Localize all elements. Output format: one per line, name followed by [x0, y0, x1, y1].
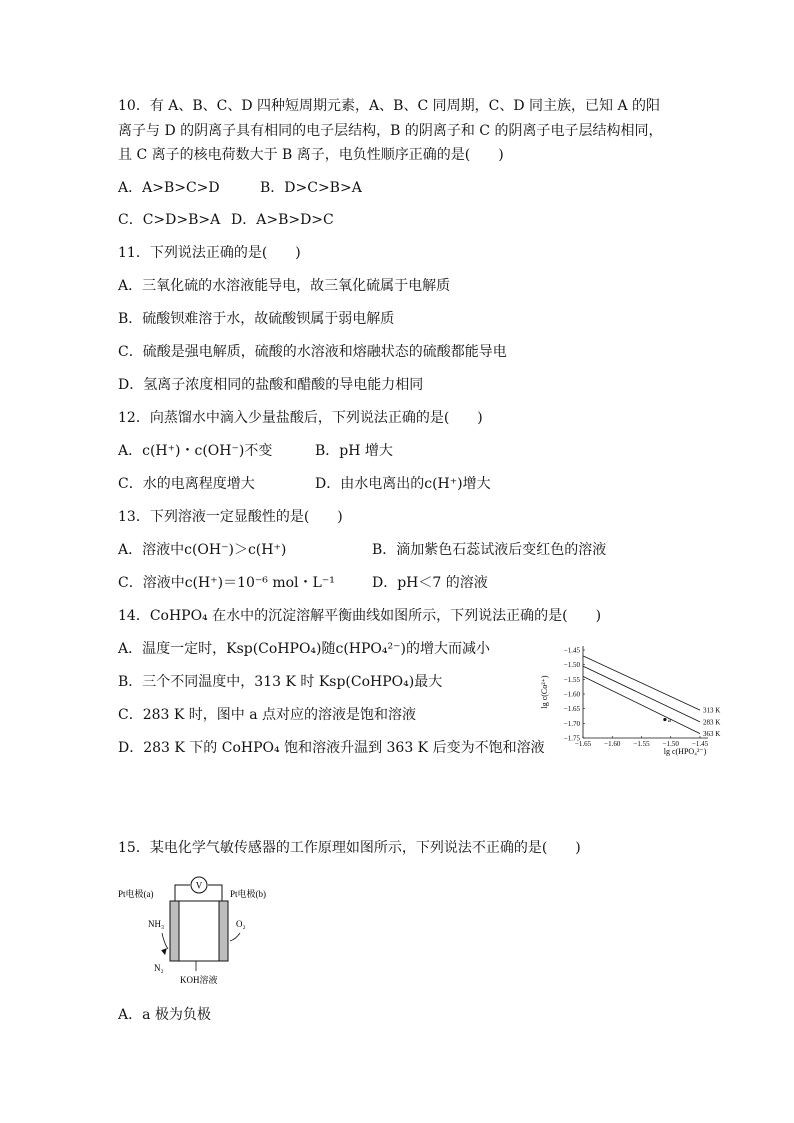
chart-series-label: 283 K — [703, 718, 721, 727]
chart-xlabel: lg c(HPO₄²⁻) — [663, 747, 707, 756]
chart-y-tick-label: −1.50 — [563, 661, 580, 670]
q11-option-a: A．三氧化硫的水溶液能导电，故三氧化硫属于电解质 — [118, 278, 451, 294]
q14-option-c: C．283 K 时，图中 a 点对应的溶液是饱和溶液 — [118, 707, 417, 723]
o2-arrow-icon — [230, 933, 240, 941]
voltmeter-label: V — [195, 880, 203, 891]
chart-x-tick-label: −1.65 — [574, 740, 592, 748]
chart-y-tick-label: −1.70 — [563, 719, 580, 728]
q14-stem: 14．CoHPO₄ 在水中的沉淀溶解平衡曲线如图所示，下列说法正确的是( ) — [118, 608, 602, 624]
q15-option-a: A．a 极为负极 — [118, 1007, 211, 1023]
electrode-b — [219, 901, 228, 961]
chart-y-tick-label: −1.65 — [563, 705, 580, 714]
q13-option-c: C．溶液中c(H⁺)＝10⁻⁶ mol・L⁻¹ — [118, 575, 335, 591]
arrowhead-icon — [161, 948, 169, 956]
chart-point-a — [663, 718, 666, 721]
q13-stem: 13．下列溶液一定显酸性的是( ) — [118, 509, 343, 525]
q10-option-d: D．A>B>D>C — [231, 212, 334, 228]
chart-x-tick-label: −1.60 — [604, 740, 621, 748]
chart-y-tick-label: −1.75 — [563, 734, 580, 743]
electrode-b-label: Pt电极(b) — [230, 889, 267, 899]
chart-x-tick-label: −1.50 — [662, 740, 679, 748]
q13-option-d: D．pH＜7 的溶液 — [372, 575, 488, 591]
q11-stem: 11．下列说法正确的是( ) — [118, 245, 301, 261]
chart-y-tick-label: −1.55 — [563, 675, 580, 684]
q13-option-a: A．溶液中c(OH⁻)＞c(H⁺) — [118, 542, 287, 558]
q11-option-d: D．氢离子浓度相同的盐酸和醋酸的导电能力相同 — [118, 377, 424, 393]
q11-option-c: C．硫酸是强电解质，硫酸的水溶液和熔融状态的硫酸都能导电 — [118, 344, 507, 360]
electrode-a-label: Pt电极(a) — [118, 889, 154, 899]
q10-stem-line2: 离子与 D 的阴离子具有相同的电子层结构，B 的阴离子和 C 的阴离子电子层结构相同， — [118, 123, 663, 139]
wire-left — [175, 885, 190, 901]
wire-right — [208, 885, 222, 901]
chart-series-line — [583, 676, 700, 733]
chart-point-label: a — [667, 716, 672, 725]
chart-series-line — [583, 656, 700, 710]
q15-stem: 15．某电化学气敏传感器的工作原理如图所示，下列说法不正确的是( ) — [118, 840, 581, 856]
chart-x-tick-label: −1.45 — [691, 740, 709, 748]
nh3-label: NH₃ — [148, 919, 165, 929]
q12-option-d: D．由水电离出的c(H⁺)增大 — [315, 476, 491, 492]
nh3-arrow-icon — [162, 933, 168, 949]
chart-series-line — [583, 666, 700, 725]
q10-option-b: B．D>C>B>A — [260, 180, 362, 196]
q12-option-b: B．pH 增大 — [315, 443, 393, 459]
q12-stem: 12．向蒸馏水中滴入少量盐酸后，下列说法正确的是( ) — [118, 410, 483, 426]
q10-stem-line1: 10．有 A、B、C、D 四种短周期元素，A、B、C 同周期，C、D 同主族，已知 A 的阳 — [118, 98, 661, 114]
gas-sensor-diagram — [118, 875, 288, 990]
q14-option-d: D．283 K 下的 CoHPO₄ 饱和溶液升温到 363 K 后变为不饱和溶液 — [118, 740, 545, 756]
chart-series-label: 363 K — [703, 730, 721, 739]
n2-label: N₂ — [154, 963, 164, 973]
q11-option-b: B．硫酸钡难溶于水，故硫酸钡属于弱电解质 — [118, 311, 395, 327]
chart-series-label: 313 K — [703, 706, 721, 715]
q13-option-b: B．滴加紫色石蕊试液后变红色的溶液 — [372, 542, 607, 558]
q10-option-c: C．C>D>B>A — [118, 212, 221, 228]
solubility-equilibrium-chart — [535, 640, 735, 760]
electrode-a — [170, 901, 179, 961]
q12-option-c: C．水的电离程度增大 — [118, 476, 255, 492]
q10-stem-line3: 且 C 离子的核电荷数大于 B 离子，电负性顺序正确的是( ) — [118, 147, 504, 163]
q14-option-b: B．三个不同温度中，313 K 时 Ksp(CoHPO₄)最大 — [118, 674, 443, 690]
chart-ylabel: lg c(Co²⁺) — [540, 675, 549, 709]
chart-y-tick-label: −1.45 — [563, 646, 580, 655]
chart-x-tick-label: −1.55 — [633, 740, 650, 748]
electrolyte-label: KOH溶液 — [180, 975, 218, 985]
chart-y-tick-label: −1.60 — [563, 690, 580, 699]
o2-label: O₂ — [236, 919, 246, 929]
q14-option-a: A．温度一定时，Ksp(CoHPO₄)随c(HPO₄²⁻)的增大而减小 — [118, 641, 490, 657]
q10-option-a: A．A>B>C>D — [118, 180, 220, 196]
q12-option-a: A．c(H⁺)・c(OH⁻)不变 — [118, 443, 273, 459]
